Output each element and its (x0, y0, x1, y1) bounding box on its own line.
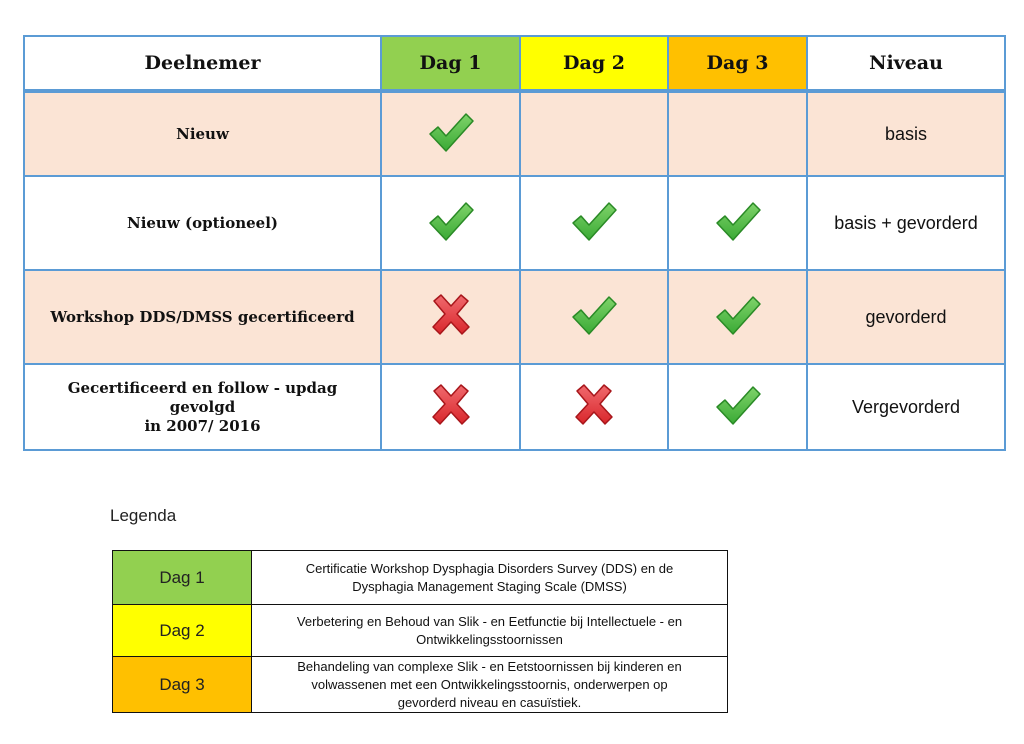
legend-desc-line: gevorderd niveau en casuïstiek. (397, 694, 582, 710)
participant-label-line1: Gecertificeerd en follow - updag gevolgd (67, 378, 338, 416)
check-icon (569, 292, 619, 338)
check-icon (426, 198, 476, 244)
participant-cell (24, 270, 381, 364)
participant-cell (24, 91, 381, 176)
day3-cell (668, 176, 807, 270)
empty-mark (569, 109, 619, 155)
legend-desc-line: Dysphagia Management Staging Scale (DMSS) (352, 578, 627, 594)
level-cell: gevorderd (807, 270, 1005, 364)
legend-desc-line: Certificatie Workshop Dysphagia Disorders Survey (DDS) en de (305, 560, 674, 576)
legend-day3-swatch: Dag 3 (113, 657, 252, 713)
legend-desc-line: Behandeling van complexe Slik - en Eetstoornissen bij kinderen en (297, 658, 682, 674)
legend-day1-description (252, 551, 728, 605)
level-cell: basis (807, 91, 1005, 176)
course-overview-table (23, 35, 1006, 451)
day3-cell (668, 91, 807, 176)
cross-icon (426, 382, 476, 428)
empty-mark (713, 109, 763, 155)
legend-desc-line: volwassenen met een Ontwikkelingsstoornis, onderwerpen op (311, 676, 668, 692)
day1-cell (381, 270, 520, 364)
day2-cell (520, 176, 668, 270)
legend-desc-line: Verbetering en Behoud van Slik - en Eetfunctie bij Intellectuele - en (296, 613, 683, 629)
legend-row (113, 657, 728, 713)
level-cell: Vergevorderd (807, 364, 1005, 450)
header-day1: Dag 1 (381, 36, 520, 91)
legend-day3-description (252, 657, 728, 713)
legend-title: Legenda (110, 506, 177, 525)
participant-label: Nieuw (optioneel) (126, 213, 278, 232)
day1-cell (381, 91, 520, 176)
participant-label-line2: in 2007/ 2016 (144, 416, 261, 435)
level-cell: basis + gevorderd (807, 176, 1005, 270)
day2-cell (520, 270, 668, 364)
header-level: Niveau (807, 36, 1005, 91)
day3-cell (668, 270, 807, 364)
participant-cell (24, 176, 381, 270)
legend-day2-description (252, 605, 728, 657)
legend-day1-swatch: Dag 1 (113, 551, 252, 605)
legend-table (112, 550, 728, 713)
legend-row (113, 605, 728, 657)
check-icon (426, 109, 476, 155)
table-row (24, 364, 1005, 450)
participant-label: Workshop DDS/DMSS gecertificeerd (50, 307, 355, 326)
cross-icon (426, 292, 476, 338)
day3-cell (668, 364, 807, 450)
header-day2: Dag 2 (520, 36, 668, 91)
participant-cell (24, 364, 381, 450)
table-row (24, 176, 1005, 270)
header-day3: Dag 3 (668, 36, 807, 91)
header-participant: Deelnemer (24, 36, 381, 91)
legend-day2-swatch: Dag 2 (113, 605, 252, 657)
day1-cell (381, 364, 520, 450)
header-row (24, 36, 1005, 91)
cross-icon (569, 382, 619, 428)
check-icon (569, 198, 619, 244)
check-icon (713, 382, 763, 428)
participant-label: Nieuw (176, 124, 229, 143)
day2-cell (520, 91, 668, 176)
legend-row (113, 551, 728, 605)
legend-desc-line: Ontwikkelingsstoornissen (416, 631, 563, 647)
table-row (24, 270, 1005, 364)
check-icon (713, 198, 763, 244)
check-icon (713, 292, 763, 338)
table-row (24, 91, 1005, 176)
day2-cell (520, 364, 668, 450)
day1-cell (381, 176, 520, 270)
